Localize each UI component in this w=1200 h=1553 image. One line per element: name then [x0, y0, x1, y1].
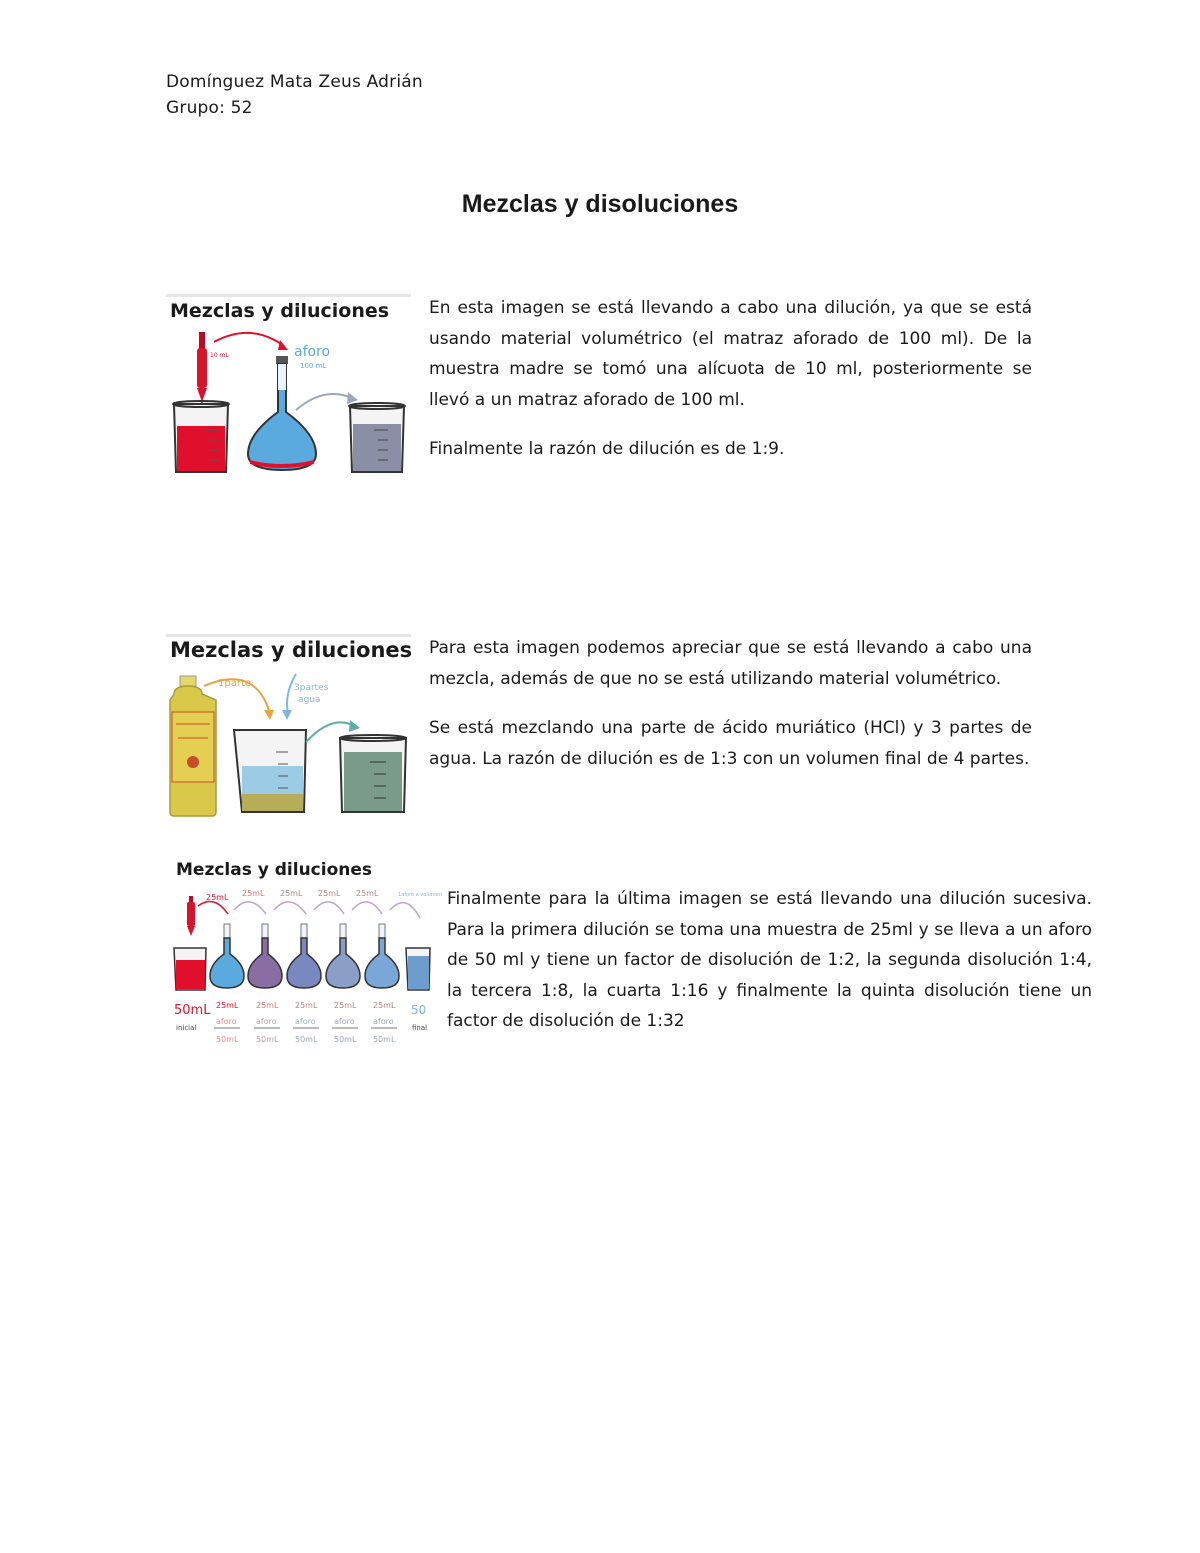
arrow-label: 1aforo a volumen — [398, 892, 443, 898]
transfer-label: 25mL — [373, 1001, 396, 1010]
beaker-icon — [406, 948, 430, 990]
arrow-label: 25mL — [318, 889, 341, 898]
volumetric-flask-icon — [210, 924, 244, 988]
beaker-icon — [349, 403, 405, 472]
transfer-fraction — [332, 1001, 358, 1044]
aforo-label: aforo — [334, 1017, 355, 1026]
section-3-text — [447, 884, 1092, 1056]
beaker-icon — [340, 735, 406, 812]
paragraph: Finalmente para la última imagen se está llevando una dilución sucesiva. Para la primera dilución se toma una muestra de 25ml y se lleva a un aforo de 50 ml y tiene un factor de disolución de 1:2, la segunda disolución 1:4, la tercera 1:8, la cuarta 1:16 y finalmente la quinta disolución tiene un factor de disolución de 1:32 — [447, 889, 1092, 1031]
aforo-label: aforo — [294, 344, 331, 360]
start-volume-label: 50mL — [174, 1003, 211, 1018]
arrow-icon — [234, 902, 420, 918]
illustration-title: Mezclas y diluciones — [170, 300, 390, 322]
acid-bottle-icon — [170, 676, 216, 816]
section-2-text — [429, 633, 1032, 793]
final-volume-label: 50mL — [256, 1035, 279, 1044]
final-volume-label: 50mL — [295, 1035, 318, 1044]
section-1-text — [429, 293, 1032, 484]
paragraph: Finalmente la razón de dilución es de 1:9. — [429, 439, 785, 459]
dilution-illustration — [166, 294, 411, 480]
beaker-icon — [234, 730, 306, 812]
start-sub-label: inicial — [176, 1024, 197, 1032]
transfer-fraction — [214, 1001, 240, 1044]
water-label: agua — [298, 695, 321, 705]
arrow-icon — [296, 394, 352, 410]
final-volume-label: 50mL — [373, 1035, 396, 1044]
volume-label: 100 mL — [300, 362, 327, 370]
arrow-icon — [214, 333, 284, 346]
volumetric-flask-icon — [365, 924, 399, 988]
transfer-fraction — [371, 1001, 397, 1044]
author-name: Domínguez Mata Zeus Adrián — [166, 72, 423, 92]
end-sub-label: final — [412, 1024, 428, 1032]
arrow-label: 25mL — [280, 889, 303, 898]
one-part-label: 1parte — [218, 678, 252, 689]
aforo-label: aforo — [256, 1017, 277, 1026]
volumetric-flask-icon — [326, 924, 360, 988]
volumetric-flask-icon — [248, 924, 282, 988]
illustration-title: Mezclas y diluciones — [176, 860, 373, 880]
aforo-label: aforo — [216, 1017, 237, 1026]
illustration-title: Mezclas y diluciones — [170, 638, 413, 662]
arrow-label: 25mL — [206, 893, 229, 902]
pipette-icon — [187, 896, 195, 936]
transfer-fraction — [293, 1001, 319, 1044]
beaker-icon — [173, 401, 229, 472]
arrow-icon — [287, 674, 296, 714]
transfer-label: 25mL — [295, 1001, 318, 1010]
aforo-label: aforo — [295, 1017, 316, 1026]
mixture-illustration — [166, 634, 411, 818]
pipette-icon — [197, 332, 207, 408]
arrow-label: 25mL — [242, 889, 265, 898]
final-volume-label: 50mL — [216, 1035, 239, 1044]
end-volume-label: 50 — [411, 1003, 427, 1017]
transfer-label: 25mL — [216, 1001, 239, 1010]
final-volume-label: 50mL — [334, 1035, 357, 1044]
transfer-label: 25mL — [334, 1001, 357, 1010]
document-title: Mezclas y disoluciones — [461, 190, 739, 218]
aforo-label: aforo — [373, 1017, 394, 1026]
paragraph: Para esta imagen podemos apreciar que se está llevando a cabo una mezcla, además de que no se está utilizando material volumétrico. — [429, 638, 1032, 689]
arrow-icon — [198, 902, 228, 915]
pipette-label: 10 mL — [210, 352, 229, 359]
paragraph: En esta imagen se está llevando a cabo una dilución, ya que se está usando material volumétrico (el matraz aforado de 100 ml). De la muestra madre se tomó una alícuota de 10 ml, posteriormente se llevó a un matraz aforado de 100 ml. — [429, 298, 1032, 410]
beaker-icon — [174, 948, 206, 990]
serial-dilution-illustration — [168, 856, 443, 1048]
volumetric-flask-icon — [248, 356, 316, 470]
volumetric-flask-icon — [287, 924, 321, 988]
arrow-label: 25mL — [356, 889, 379, 898]
group-number: Grupo: 52 — [166, 98, 253, 118]
transfer-fraction — [254, 1001, 280, 1044]
transfer-label: 25mL — [256, 1001, 279, 1010]
three-parts-label: 3partes — [294, 683, 329, 693]
paragraph: Se está mezclando una parte de ácido muriático (HCl) y 3 partes de agua. La razón de dilución es de 1:3 con un volumen final de 4 partes. — [429, 718, 1032, 769]
